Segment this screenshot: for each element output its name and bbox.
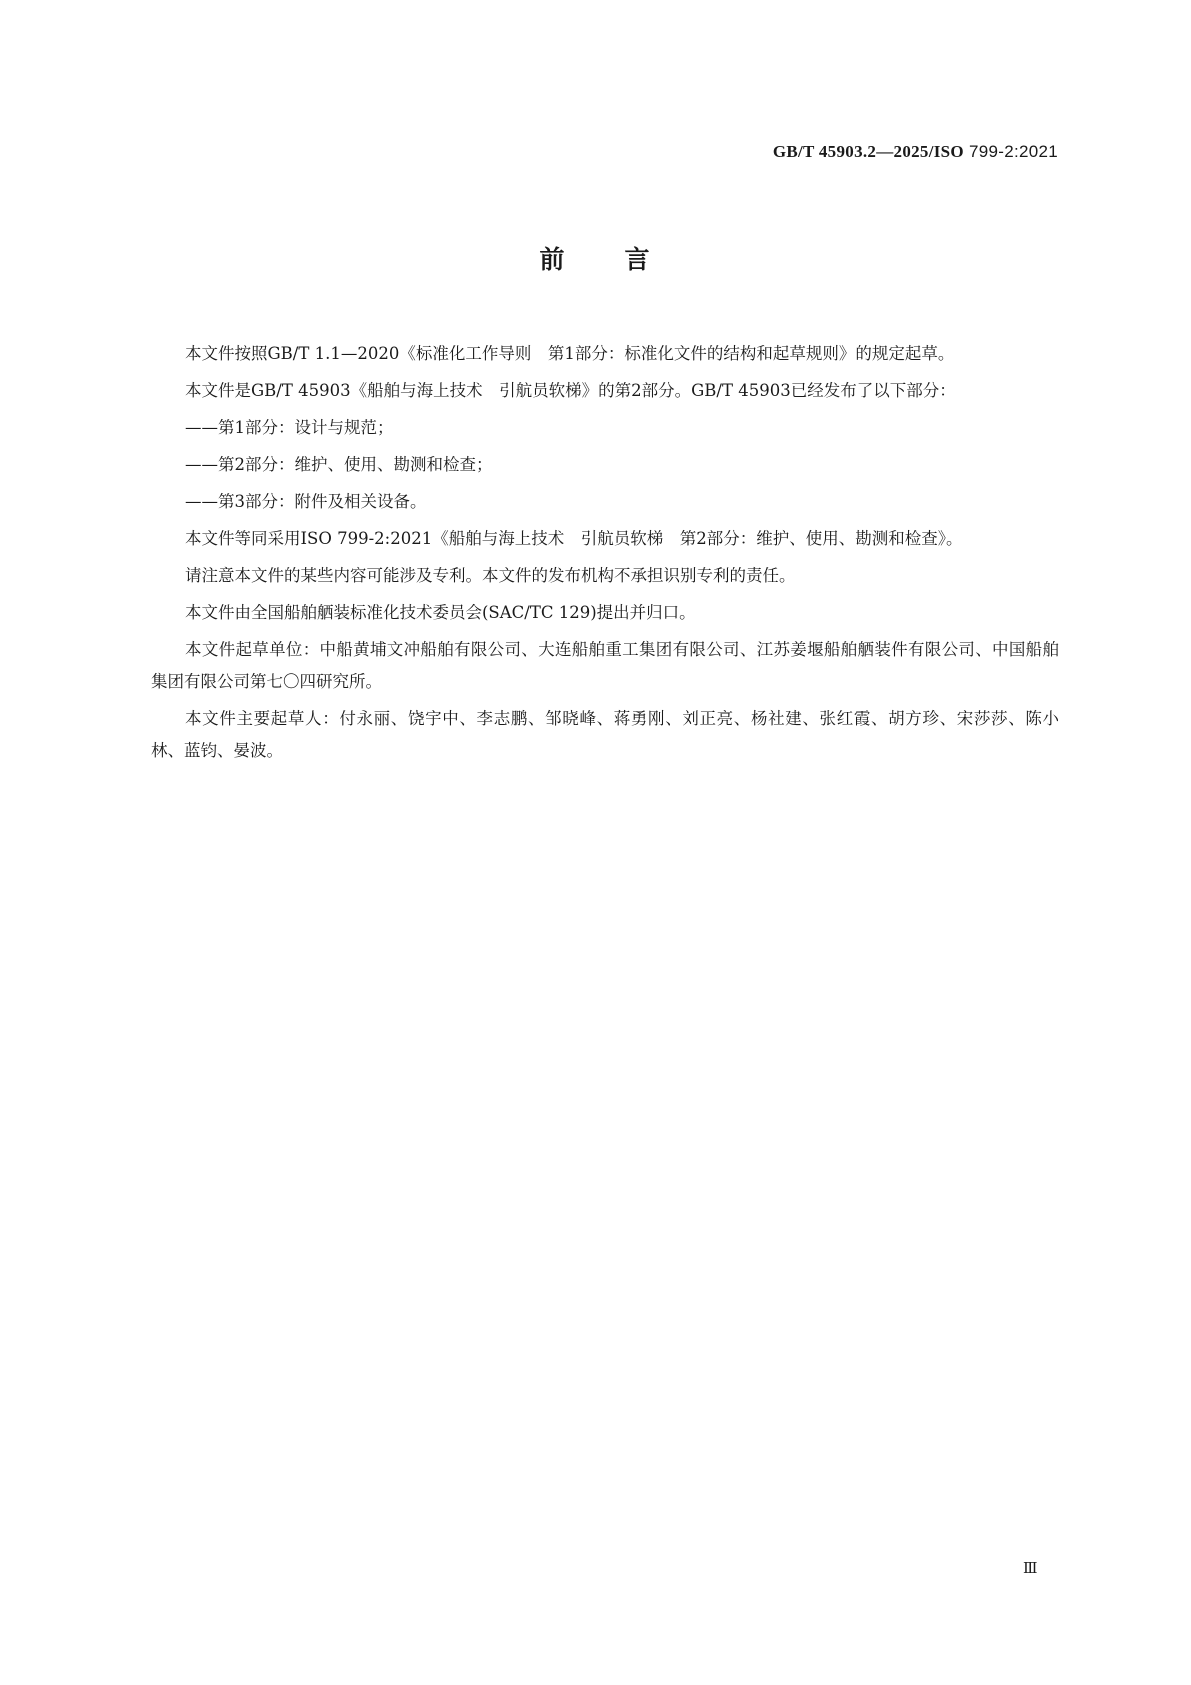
paragraph-proposer: 本文件由全国船舶舾装标准化技术委员会(SAC/TC 129)提出并归口。 <box>185 603 696 622</box>
standard-code-main: GB/T 45903.2—2025/ISO <box>772 142 964 161</box>
paragraph-drafting-units: 本文件起草单位：中船黄埔文冲船舶有限公司、大连船舶重工集团有限公司、江苏姜堰船舶舾装件有限公司、中国船舶集团有限公司第七〇四研究所。 <box>151 640 1059 691</box>
list-item-part-2: ——第2部分：维护、使用、勘测和检查； <box>185 455 493 474</box>
paragraph-drafting-rules: 本文件按照GB/T 1.1—2020《标准化工作导则 第1部分：标准化文件的结构和起草规则》的规定起草。 <box>185 344 955 363</box>
page-title <box>0 240 1191 276</box>
page-title-char-2: 言 <box>624 245 652 274</box>
standard-code-suffix: 799-2:2021 <box>963 142 1058 161</box>
page-title-char-1: 前 <box>539 245 567 274</box>
list-item-part-3: ——第3部分：附件及相关设备。 <box>185 492 427 511</box>
foreword-body <box>151 338 1059 772</box>
paragraph-iso-adoption: 本文件等同采用ISO 799-2:2021《船舶与海上技术 引航员软梯 第2部分：维护、使用、勘测和检查》。 <box>185 529 963 548</box>
standard-code-header <box>773 142 1058 162</box>
paragraph-series-parts: 本文件是GB/T 45903《船舶与海上技术 引航员软梯》的第2部分。GB/T 45903已经发布了以下部分： <box>185 381 956 400</box>
list-item-part-1: ——第1部分：设计与规范； <box>185 418 394 437</box>
page-number: Ⅲ <box>1023 1561 1038 1577</box>
paragraph-patent-notice: 请注意本文件的某些内容可能涉及专利。本文件的发布机构不承担识别专利的责任。 <box>185 566 796 585</box>
paragraph-drafters: 本文件主要起草人：付永丽、饶宇中、李志鹏、邹晓峰、蒋勇刚、刘正亮、杨社建、张红霞、胡方珍、宋莎莎、陈小林、蓝钧、晏波。 <box>151 709 1059 760</box>
